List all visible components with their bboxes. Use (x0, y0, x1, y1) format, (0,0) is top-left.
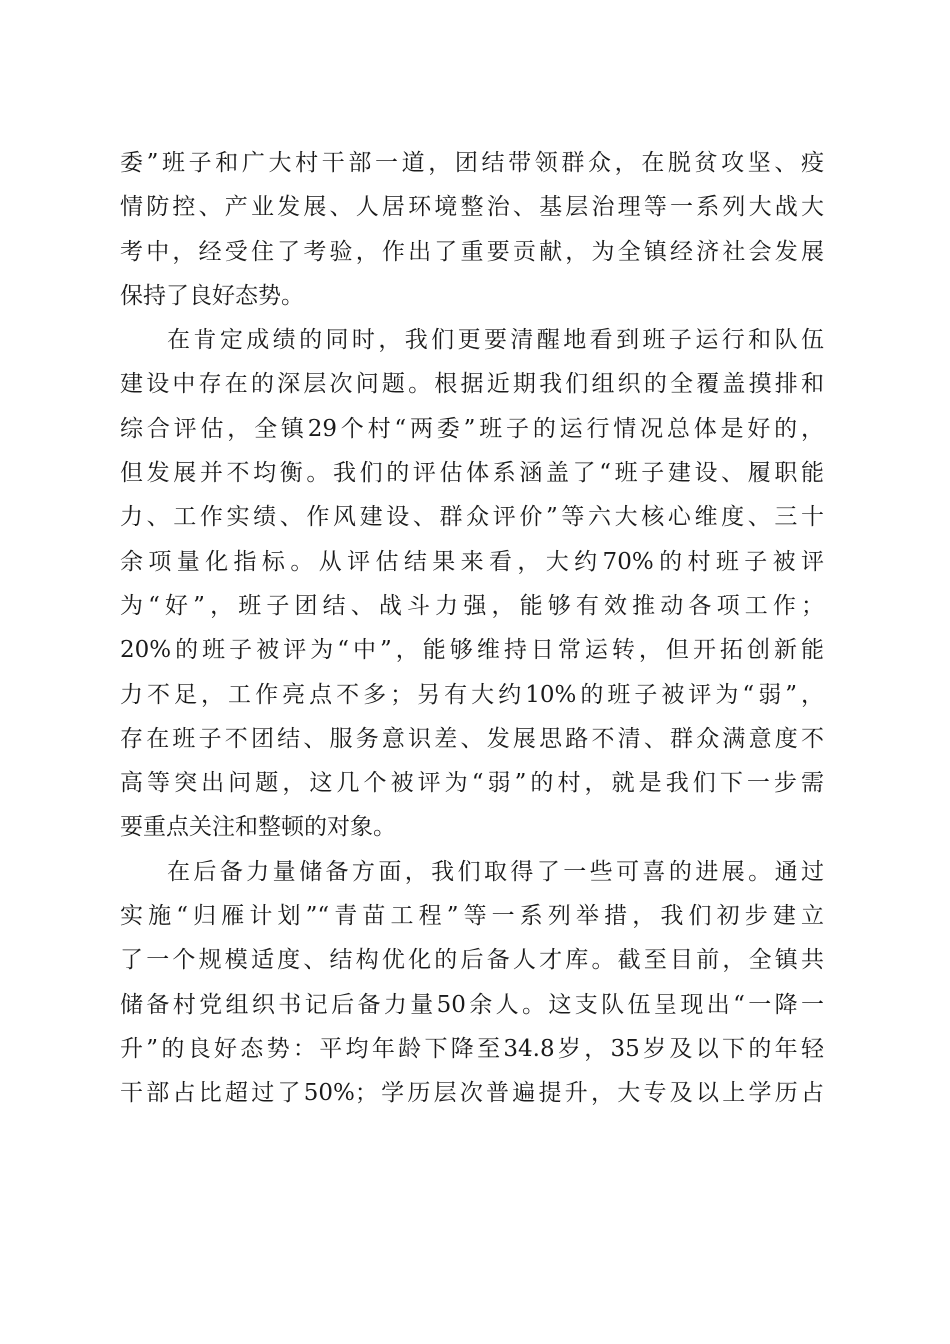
body-text (120, 141, 824, 1116)
paragraph-3-line-1: 在后备力量储备方面，我们取得了一些可喜的进展。通过 (167, 858, 824, 885)
paragraph-1-line-2: 情防控、产业发展、人居环境整治、基层治理等一系列大战大 (120, 194, 824, 221)
paragraph-2-line-8: 20%的班子被评为“中”，能够维持日常运转，但开拓创新能 (120, 637, 824, 664)
paragraph-2-line-6: 余项量化指标。从评估结果来看，大约70%的村班子被评 (120, 548, 824, 575)
paragraph-2-line-1: 在肯定成绩的同时，我们更要清醒地看到班子运行和队伍 (167, 327, 824, 354)
paragraph-1-line-1: 委”班子和广大村干部一道，团结带领群众，在脱贫攻坚、疫 (120, 150, 824, 176)
paragraph-2-line-9: 力不足，工作亮点不多；另有大约10%的班子被评为“弱”， (120, 681, 824, 708)
paragraph-3-line-5: 升”的良好态势：平均年龄下降至34.8岁，35岁及以下的年轻 (120, 1035, 824, 1062)
paragraph-2-line-11: 高等突出问题，这几个被评为“弱”的村，就是我们下一步需 (120, 770, 824, 797)
paragraph-2-line-3: 综合评估，全镇29个村“两委”班子的运行情况总体是好的， (120, 415, 824, 442)
paragraph-2-line-4: 但发展并不均衡。我们的评估体系涵盖了“班子建设、履职能 (120, 460, 824, 487)
paragraph-2-line-5: 力、工作实绩、作风建设、群众评价”等六大核心维度、三十 (120, 504, 824, 531)
paragraph-3-line-3: 了一个规模适度、结构优化的后备人才库。截至目前，全镇共 (120, 947, 824, 974)
paragraph-2-line-10: 存在班子不团结、服务意识差、发展思路不清、群众满意度不 (120, 725, 824, 752)
paragraph-3-line-2: 实施“归雁计划”“青苗工程”等一系列举措，我们初步建立 (120, 903, 824, 930)
paragraph-1-line-3: 考中，经受住了考验，作出了重要贡献，为全镇经济社会发展 (120, 238, 824, 265)
paragraph-2-line-2: 建设中存在的深层次问题。根据近期我们组织的全覆盖摸排和 (120, 371, 824, 398)
paragraph-2-line-12: 要重点关注和整顿的对象。 (120, 814, 396, 841)
paragraph-1-line-4: 保持了良好态势。 (120, 282, 304, 309)
paragraph-3-line-4: 储备村党组织书记后备力量50余人。这支队伍呈现出“一降一 (120, 991, 824, 1018)
paragraph-2-line-7: 为“好”，班子团结、战斗力强，能够有效推动各项工作； (120, 592, 824, 619)
paragraph-3-line-6: 干部占比超过了50%；学历层次普遍提升，大专及以上学历占 (120, 1080, 824, 1107)
